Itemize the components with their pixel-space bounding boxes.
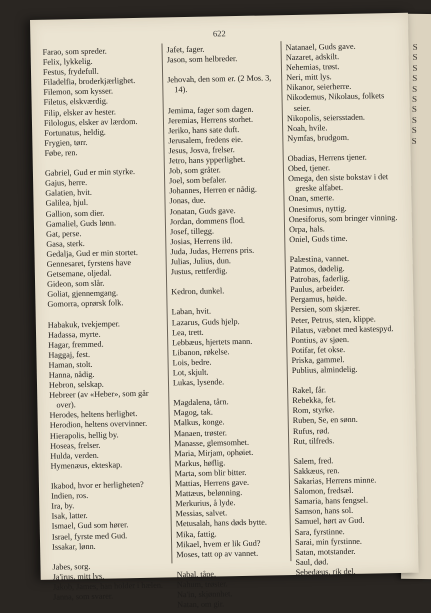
glossary-entry: Sarai, min fyrstinne. (295, 535, 411, 547)
glossary-entry: Hebreer (av «Heber», som går over). (49, 389, 165, 411)
glossary-entry: Samaria, hans fengsel. (294, 495, 410, 507)
glossary-entry: Mika, fattig. (176, 528, 292, 540)
glossary-entry: Habakuk, tvekjemper. (48, 318, 164, 330)
glossary-entry: Jonas, due. (169, 195, 285, 207)
glossary-entry: Salem, fred. (293, 455, 409, 467)
glossary-entry: Manaen, trøster. (174, 427, 290, 439)
glossary-entry: Omega, den siste bokstav i det greske alfabet. (288, 172, 404, 194)
glossary-entry: Herodion, heltens overvinner. (50, 419, 166, 431)
glossary-entry: Kedron, dunkel. (171, 285, 287, 297)
glossary-entry: Nymfas, brudgom. (287, 132, 403, 144)
glossary-entry: Rut, tilfreds. (293, 434, 409, 446)
adjacent-page-fragment: S (412, 135, 417, 145)
page-number: 622 (30, 25, 408, 42)
glossary-entry: Jetro, hans ypperlighet. (169, 154, 285, 166)
glossary-entry: Ismael, Gud som hører. (52, 520, 168, 532)
glossary-entry: Galatien, hvit. (45, 187, 161, 199)
glossary-entry: Lebbæus, hjertets mann. (172, 336, 288, 348)
glossary-entry: Jehovah, den som er. (2 Mos. 3, 14). (167, 73, 283, 95)
glossary-entry: Onan, smerte. (288, 192, 404, 204)
glossary-entry: Gallion, som dier. (46, 207, 162, 219)
glossary-entry: Gamaliel, Guds lønn. (46, 217, 162, 229)
glossary-entry: Nabal, tåpe. (177, 568, 293, 580)
glossary-entry: Saul, død. (295, 556, 411, 568)
glossary-entry: Libanon, røkelse. (172, 346, 288, 358)
glossary-entry: Sara, fyrstinne. (295, 525, 411, 537)
glossary-entry: Goliat, gjennemgang. (47, 288, 163, 300)
glossary-entry: Lot, skjult. (173, 366, 289, 378)
glossary-entry: Isak, latter. (51, 510, 167, 522)
adjacent-page-fragment: S (413, 42, 418, 52)
glossary-entry: Orpa, hals. (289, 223, 405, 235)
glossary-entry: Gomorra, oprørsk folk. (47, 298, 163, 310)
glossary-entry: Laban, hvit. (172, 306, 288, 318)
glossary-entry: Lois, bedre. (173, 356, 289, 368)
adjacent-page-fragment: S (412, 125, 417, 135)
glossary-entry: Getsemane, oljedal. (47, 268, 163, 280)
glossary-entry: Herodes, heltens herlighet. (50, 409, 166, 421)
glossary-entry: Haggaj, fest. (48, 348, 164, 360)
glossary-entry: Filip, elsker av hester. (44, 106, 160, 118)
glossary-entry: Merkurius, å lyde. (175, 497, 291, 509)
adjacent-page-fragment: S (412, 73, 417, 83)
glossary-entry: Gennesaret, fyrstens have (47, 257, 163, 269)
glossary-entry: Ruben, Se, en sønn. (293, 414, 409, 426)
glossary-entry: Obed, tjener. (288, 162, 404, 174)
glossary-entry: Jordan, dommens flod. (170, 215, 286, 227)
glossary-entry: Maria, Mirjam, ophøiet. (174, 447, 290, 459)
glossary-entry: Natan, om gir. (177, 598, 293, 610)
glossary-entry: Nikanor, seierherre. (286, 81, 402, 93)
glossary-column-3 (285, 41, 411, 578)
glossary-entry: Janna, som svarer. (53, 590, 169, 602)
glossary-entry: Jonatan, Guds gave. (170, 205, 286, 217)
book-page (30, 13, 419, 580)
glossary-entry: Noah, hvile. (287, 122, 403, 134)
glossary-entry: Israel, fyrste med Gud. (52, 530, 168, 542)
glossary-entry: Moses, tatt op av vannet. (176, 548, 292, 560)
adjacent-page-fragment: S (412, 83, 417, 93)
glossary-entry: Filetus, elskværdig. (44, 96, 160, 108)
glossary-entry: Filemon, som kysser. (43, 86, 159, 98)
glossary-entry: Sakkæus, ren. (294, 465, 410, 477)
glossary-entry: Paulus, arbeider. (290, 283, 406, 295)
glossary-entry: Neri, mitt lys. (286, 71, 402, 83)
glossary-entry: Salomon, fredsæl. (294, 485, 410, 497)
glossary-entry: Patrobas, faderlig. (290, 273, 406, 285)
glossary-entry: Samuel, hørt av Gud. (295, 515, 411, 527)
glossary-entry: Rom, styrke. (292, 404, 408, 416)
glossary-entry: Josias, Herrens ild. (170, 235, 286, 247)
glossary-entry: Gajus, herre. (45, 177, 161, 189)
glossary-entry: Mikael, hvem er lik Gud? (176, 538, 292, 550)
glossary-entry: Hoseas, frelser. (50, 439, 166, 451)
glossary-entry: Jemima, fager som dagen. (168, 104, 284, 116)
glossary-entry: Sakarias, Herrens minne. (294, 475, 410, 487)
glossary-entry: Farao, som spreder. (43, 46, 159, 58)
glossary-entry: Hulda, verden. (50, 449, 166, 461)
glossary-entry: Ikabod, hvor er herligheten? (51, 479, 167, 491)
glossary-entry: Pontius, av sjøen. (291, 334, 407, 346)
glossary-entry: Hanna, nådig. (49, 368, 165, 380)
glossary-entry: Joel, som befaler. (169, 174, 285, 186)
glossary-entry: Markus, høflig. (174, 457, 290, 469)
glossary-entry: Nazaret, adskilt. (286, 51, 402, 63)
glossary-entry: Patmos, dødelig. (290, 263, 406, 275)
glossary-entry: Justus, rettferdig. (171, 265, 287, 277)
glossary-entry: Lazarus, Guds hjelp. (172, 316, 288, 328)
glossary-entry: Messias, salvet. (175, 507, 291, 519)
glossary-entry: Nikopolis, seiersstaden. (287, 112, 403, 124)
glossary-entry: Fortunatus, heldig. (44, 126, 160, 138)
glossary-entry: Festus, frydefull. (43, 66, 159, 78)
glossary-entry: Jerusalem, fredens eie. (168, 134, 284, 146)
glossary-entry: Lea, trett. (172, 326, 288, 338)
glossary-entry: Gideon, som slår. (47, 278, 163, 290)
glossary-entry: Obadias, Herrens tjener. (288, 152, 404, 164)
glossary-entry: Mattæus, belønning. (175, 487, 291, 499)
glossary-entry: Filadelfia, broderkjærlighet. (43, 76, 159, 88)
glossary-entry: Rakel, får. (292, 384, 408, 396)
glossary-entry: Job, som gråter. (169, 164, 285, 176)
glossary-entry: Hierapolis, hellig by. (50, 429, 166, 441)
glossary-entry: Samson, hans sol. (294, 505, 410, 517)
glossary-entry: Lukas, lysende. (173, 376, 289, 388)
glossary-entry: Felix, lykkelig. (43, 56, 159, 68)
glossary-entry: Gat, perse. (46, 227, 162, 239)
glossary-entry: Hymenæus, ekteskap. (50, 459, 166, 471)
glossary-entry: Priska, gammel. (291, 354, 407, 366)
adjacent-page-fragment: S (412, 115, 417, 125)
glossary-entry: Julias, Julius, dun. (171, 255, 287, 267)
glossary-entry: Juda, Judas, Herrens pris. (170, 245, 286, 257)
glossary-entry: Jesus, Josva, frelser. (168, 144, 284, 156)
glossary-entry: Onesiforus, som bringer vinning. (289, 212, 405, 224)
glossary-entry: Ira, by. (51, 500, 167, 512)
glossary-entry: Satan, motstander. (295, 545, 411, 557)
glossary-entry: Rufus, rød. (293, 424, 409, 436)
glossary-entry: Frygien, tørr. (44, 136, 160, 148)
glossary-entry: Magdalena, tårn. (173, 396, 289, 408)
glossary-entry: Josef, tillegg. (170, 225, 286, 237)
glossary-entry: Gedalja, Gud er min stortet. (46, 247, 162, 259)
glossary-entry: Jakob, James, han holder i hælen. (53, 580, 169, 592)
glossary-entry: Jeremias, Herrens storhet. (168, 114, 284, 126)
glossary-entry: Haman, stolt. (49, 358, 165, 370)
adjacent-page-fragment: S (412, 52, 417, 62)
glossary-entry: Manasse, glemsomhet. (174, 437, 290, 449)
glossary-entry: Indien, ros. (51, 490, 167, 502)
glossary-entry: Potifar, fet okse. (291, 344, 407, 356)
glossary-entry: Palæstina, vannet. (290, 253, 406, 265)
glossary-entry: Gabriel, Gud er min styrke. (45, 167, 161, 179)
glossary-entry: Natanael, Guds gave. (285, 41, 401, 53)
glossary-entry: Metusalah, hans døds bytte. (176, 517, 292, 529)
glossary-entry: Rebekka, fet. (292, 394, 408, 406)
glossary-entry: Johannes, Herren er nådig. (169, 184, 285, 196)
glossary-entry: Sebedæus, rik del. (296, 566, 412, 578)
adjacent-page-fragment: S (412, 63, 417, 73)
glossary-entry: Hagar, fremmed. (48, 338, 164, 350)
glossary-entry: Malkus, konge. (174, 417, 290, 429)
glossary-entry: Pilatus, væbnet med kastespyd. (291, 323, 407, 335)
glossary-entry: Oniel, Guds time. (289, 233, 405, 245)
adjacent-page-fragment: S (412, 104, 417, 114)
glossary-entry: Na'in, skjønnhet. (177, 588, 293, 600)
glossary-entry: Galilea, hjul. (45, 197, 161, 209)
glossary-entry: Gasa, sterk. (46, 237, 162, 249)
glossary-entry: Publius, almindelig. (292, 364, 408, 376)
glossary-entry: Marta, som blir bitter. (175, 467, 291, 479)
glossary-entry: Jafet, fager. (167, 43, 283, 55)
glossary-entry: Filologus, elsker av lærdom. (44, 116, 160, 128)
glossary-entry: Nahum, trøster. (177, 578, 293, 590)
glossary-entry: Issakar, lønn. (52, 540, 168, 552)
glossary-entry: Persien, som skjærer. (291, 303, 407, 315)
glossary-entry: Mattias, Herrens gave. (175, 477, 291, 489)
glossary-entry: Jabes, sorg. (52, 560, 168, 572)
glossary-entry: Peter, Petrus, sten, klippe. (291, 313, 407, 325)
glossary-entry: Jason, som helbreder. (167, 53, 283, 65)
glossary-entry: Jeriko, hans sate duft. (168, 124, 284, 136)
glossary-entry: Hebron, selskap. (49, 379, 165, 391)
glossary-entry: Føbe, ren. (44, 146, 160, 158)
glossary-column-1 (43, 46, 170, 603)
adjacent-page-fragment: S (412, 94, 417, 104)
glossary-column-2 (167, 43, 294, 610)
glossary-entry: Pergamus, høide. (290, 293, 406, 305)
glossary-entry: Magog, tak. (173, 406, 289, 418)
glossary-entry: Nikodemus, Nikolaus, folkets seier. (286, 91, 402, 113)
glossary-entry: Hadassa, myrte. (48, 328, 164, 340)
glossary-entry: Nehemias, trøst. (286, 61, 402, 73)
glossary-entry: Onesimus, nyttig. (289, 202, 405, 214)
glossary-entry: Ja'irus, mitt lys. (53, 570, 169, 582)
